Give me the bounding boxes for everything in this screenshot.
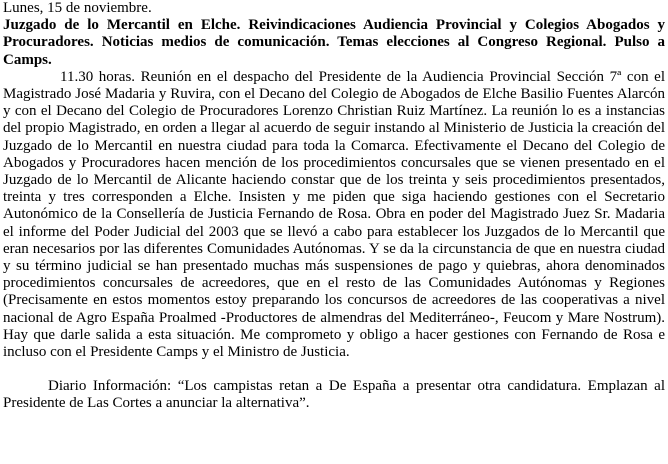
- entry-heading: Juzgado de lo Mercantil en Elche. Reivindicaciones Audiencia Provincial y Colegios Abogados y Procuradores. Noticias medios de comunicación. Temas elecciones al Congreso Regional. Pulso a Camps.: [3, 17, 665, 68]
- paragraph-spacer: [3, 361, 665, 378]
- body-paragraph-press: Diario Información: “Los campistas retan a De España a presentar otra candidatura. Emplazan al Presidente de Las Cortes a anunciar la alternativa”.: [3, 378, 665, 412]
- entry-date: Lunes, 15 de noviembre.: [3, 0, 152, 16]
- body-paragraph-meeting: 11.30 horas. Reunión en el despacho del Presidente de la Audiencia Provincial Sección 7ª con el Magistrado José Madaria y Ruvira, con el Decano del Colegio de Abogados de Elche Basilio Fuentes Alarcón y con el Decano del Colegio de Procuradores Lorenzo Christian Ruiz Martínez. La reunión lo es a instancias del propio Magistrado, en orden a llegar al acuerdo de seguir instando al Ministerio de Justicia la creación del Juzgado de lo Mercantil en nuestra ciudad para toda la Comarca. Efectivamente el Decano del Colegio de Abogados y Procuradores hacen mención de los procedimientos concursales que se vienen presentado en el Juzgado de lo Mercantil de Alicante haciendo constar que de los treinta y seis procedimientos presentados, treinta y tres corresponden a Elche. Insisten y me piden que siga haciendo gestiones con el Secretario Autonómico de la Consellería de Justicia Fernando de Rosa. Obra en poder del Magistrado Juez Sr. Madaria el informe del Poder Judicial del 2003 que se llevó a cabo para establecer los Juzgados de lo Mercantil que eran necesarios por las diferentes Comunidades Autónomas. Y se da la circunstancia de que en nuestra ciudad y su término judicial se han presentado muchas más suspensiones de pago y quiebras, ahora denominados procedimientos concursales de acreedores, que en el resto de las Comunidades Autónomas y Regiones (Precisamente en estos momentos estoy preparando los concursos de acreedores de las cooperativas a nivel nacional de Agro España Proalmed -Productores de almendras del Mediterráneo-, Feucom y Mare Nostrum). Hay que darle salida a esta situación. Me comprometo y obligo a hacer gestiones con Fernando de Rosa e incluso con el Presidente Camps y el Ministro de Justicia.: [3, 68, 665, 361]
